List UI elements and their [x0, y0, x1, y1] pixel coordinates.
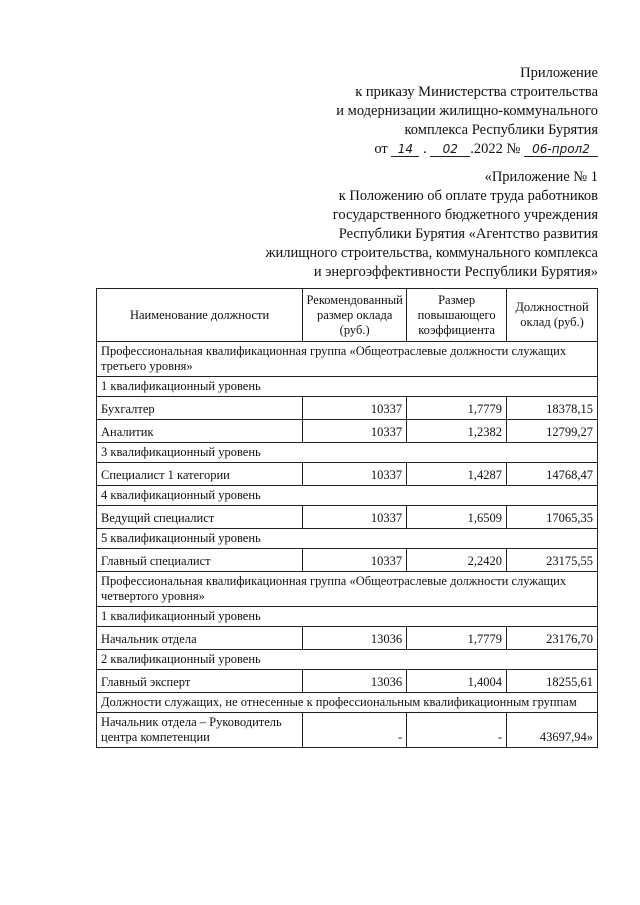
appendix-line: Республики Бурятия «Агентство развития	[338, 226, 598, 242]
appendix-line: государственного бюджетного учреждения	[332, 207, 598, 223]
appendix-line: к Положению об оплате труда работников	[338, 188, 598, 204]
header-line: и модернизации жилищно-коммунального	[336, 103, 598, 119]
header-line: к приказу Министерства строительства	[355, 84, 598, 100]
position-salary-cell: 17065,35	[507, 506, 598, 529]
table-row	[97, 549, 598, 572]
appendix-line: «Приложение № 1	[484, 169, 598, 185]
position-cell: Бухгалтер	[97, 397, 303, 420]
base-salary-cell: 10337	[303, 506, 407, 529]
col-header-position-salary: Должностной оклад (руб.)	[507, 289, 598, 342]
qualification-group-row	[97, 572, 598, 607]
date-year: .2022 №	[470, 141, 521, 157]
qualification-group-row	[97, 693, 598, 713]
position-salary-cell: 18255,61	[507, 670, 598, 693]
qualification-level-label: 1 квалификационный уровень	[97, 607, 598, 627]
order-date-line	[178, 140, 598, 159]
coefficient-cell: 1,7779	[407, 627, 507, 650]
position-salary-cell: 18378,15	[507, 397, 598, 420]
date-month-handwritten: 02	[430, 142, 470, 157]
position-salary-cell: 14768,47	[507, 463, 598, 486]
salary-table	[96, 288, 598, 748]
qualification-level-row	[97, 443, 598, 463]
appendix-reference	[178, 168, 598, 282]
coefficient-cell: 1,6509	[407, 506, 507, 529]
table-body	[97, 342, 598, 748]
table-row	[97, 506, 598, 529]
coefficient-cell: 1,4287	[407, 463, 507, 486]
base-salary-cell: -	[303, 713, 407, 748]
position-cell: Ведущий специалист	[97, 506, 303, 529]
base-salary-cell: 10337	[303, 420, 407, 443]
base-salary-cell: 13036	[303, 670, 407, 693]
position-cell: Специалист 1 категории	[97, 463, 303, 486]
coefficient-cell: 1,4004	[407, 670, 507, 693]
position-salary-cell: 12799,27	[507, 420, 598, 443]
order-number-handwritten: 06-прол2	[524, 142, 598, 157]
qualification-level-row	[97, 529, 598, 549]
position-cell: Начальник отдела – Руководитель центра компетенции	[97, 713, 303, 748]
coefficient-cell: -	[407, 713, 507, 748]
coefficient-cell: 1,2382	[407, 420, 507, 443]
position-salary-cell: 23176,70	[507, 627, 598, 650]
date-day-handwritten: 14	[391, 142, 419, 157]
table-row	[97, 627, 598, 650]
position-salary-cell: 23175,55	[507, 549, 598, 572]
date-prefix: от	[374, 141, 388, 157]
order-header	[178, 64, 598, 159]
base-salary-cell: 10337	[303, 549, 407, 572]
coefficient-cell: 1,7779	[407, 397, 507, 420]
position-cell: Главный эксперт	[97, 670, 303, 693]
col-header-position: Наименование должности	[97, 289, 303, 342]
base-salary-cell: 10337	[303, 397, 407, 420]
qualification-level-label: 5 квалификационный уровень	[97, 529, 598, 549]
date-separator: .	[423, 141, 427, 157]
col-header-base-salary: Рекомендованный размер оклада (руб.)	[303, 289, 407, 342]
position-cell: Начальник отдела	[97, 627, 303, 650]
header-line: Приложение	[520, 65, 598, 81]
qualification-group-row	[97, 342, 598, 377]
appendix-line: жилищного строительства, коммунального комплекса	[265, 245, 598, 261]
position-salary-cell: 43697,94»	[507, 713, 598, 748]
position-cell: Главный специалист	[97, 549, 303, 572]
appendix-line: и энергоэффективности Республики Бурятия»	[313, 264, 598, 280]
qualification-level-row	[97, 650, 598, 670]
qualification-level-label: 2 квалификационный уровень	[97, 650, 598, 670]
qualification-level-label: 4 квалификационный уровень	[97, 486, 598, 506]
table-row	[97, 670, 598, 693]
qualification-group-label: Профессиональная квалификационная группа «Общеотраслевые должности служащих третьего уровня»	[97, 342, 598, 377]
base-salary-cell: 13036	[303, 627, 407, 650]
col-header-coefficient: Размер повышающего коэффициента	[407, 289, 507, 342]
table-row	[97, 463, 598, 486]
table-row	[97, 397, 598, 420]
qualification-level-row	[97, 377, 598, 397]
qualification-group-label: Должности служащих, не отнесенные к профессиональным квалификационным группам	[97, 693, 598, 713]
qualification-level-row	[97, 607, 598, 627]
table-row	[97, 420, 598, 443]
header-line: комплекса Республики Бурятия	[404, 122, 598, 138]
qualification-level-row	[97, 486, 598, 506]
qualification-level-label: 1 квалификационный уровень	[97, 377, 598, 397]
coefficient-cell: 2,2420	[407, 549, 507, 572]
table-header-row	[97, 289, 598, 342]
position-cell: Аналитик	[97, 420, 303, 443]
table-row	[97, 713, 598, 748]
qualification-group-label: Профессиональная квалификационная группа «Общеотраслевые должности служащих четвертого уровня»	[97, 572, 598, 607]
base-salary-cell: 10337	[303, 463, 407, 486]
qualification-level-label: 3 квалификационный уровень	[97, 443, 598, 463]
